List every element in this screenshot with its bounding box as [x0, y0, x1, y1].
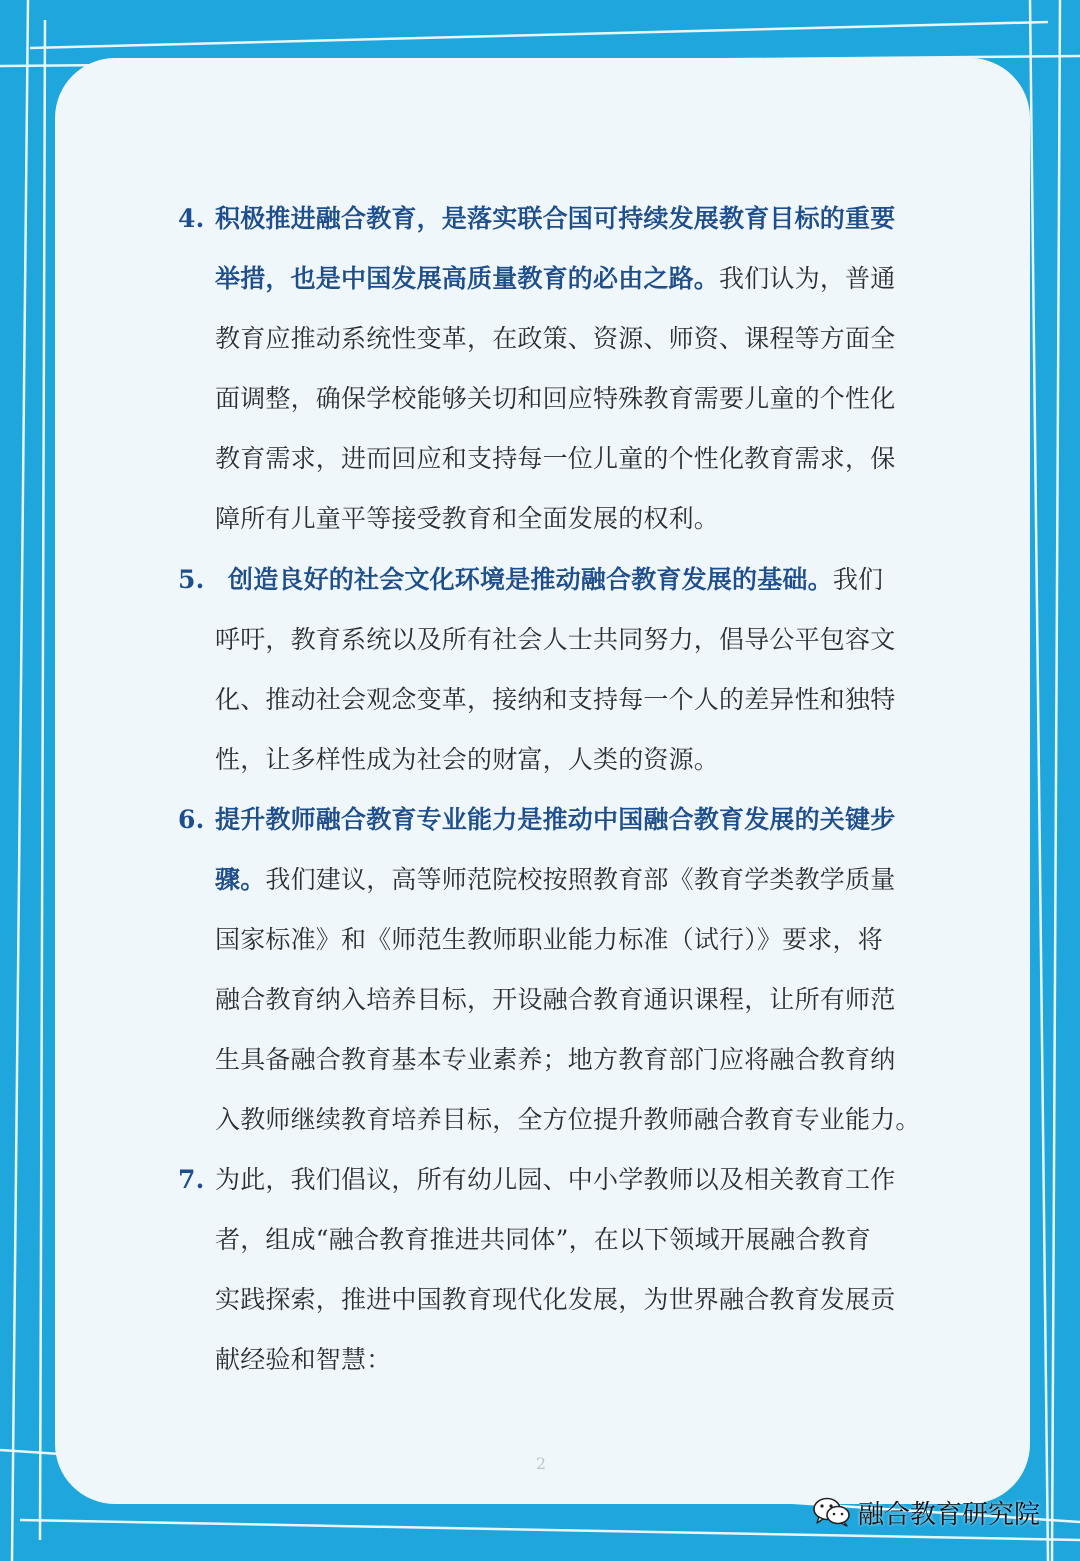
body-text: 融合教育纳入培养目标，开设融合教育通识课程，让所有师范: [215, 985, 896, 1014]
paragraph-line: [178, 1270, 908, 1330]
body-text: 我们: [832, 565, 884, 594]
paragraph-line: [178, 1330, 908, 1390]
paragraph-line: [178, 309, 908, 369]
highlighted-text: 积极推进融合教育，是落实联合国可持续发展教育目标的重要: [215, 204, 896, 233]
proposal-item-5: [178, 550, 908, 790]
body-text: 障所有儿童平等接受教育和全面发展的权利。: [215, 504, 720, 533]
paragraph-line: [178, 489, 908, 549]
paragraph-line: [178, 189, 908, 249]
paragraph-line: [178, 249, 908, 309]
highlighted-text: 举措，也是中国发展高质量教育的必由之路。: [215, 264, 720, 293]
paragraph-line: [178, 790, 908, 850]
highlighted-text: 创造良好的社会文化环境是推动融合教育发展的基础。: [228, 565, 833, 594]
page-number: 2: [535, 1454, 547, 1473]
item-number: 4.: [178, 204, 205, 233]
paragraph-line: [178, 970, 908, 1030]
wechat-icon: [812, 1496, 852, 1528]
body-text: 性，让多样性成为社会的财富，人类的资源。: [215, 745, 720, 774]
body-text: 生具备融合教育基本专业素养；地方教育部门应将融合教育纳: [215, 1045, 896, 1074]
proposal-item-7: [178, 1150, 908, 1390]
body-text: 国家标准》和《师范生教师职业能力标准（试行）》要求，将: [215, 925, 883, 954]
watermark-text: 融合教育研究院: [858, 1499, 1041, 1530]
paragraph-line: [178, 1210, 908, 1270]
body-text: 我们认为，普通: [719, 264, 896, 293]
body-text: 献经验和智慧：: [215, 1345, 392, 1374]
watermark: [812, 1492, 1040, 1532]
paragraph-line: [178, 670, 908, 730]
paragraph-line: [178, 1150, 908, 1210]
item-number: 5.: [178, 565, 205, 594]
body-text: 者，组成“融合教育推进共同体”，在以下领域开展融合教育: [215, 1225, 871, 1254]
highlighted-text: 提升教师融合教育专业能力是推动中国融合教育发展的关键步: [215, 805, 896, 834]
body-text: 呼吁，教育系统以及所有社会人士共同努力，倡导公平包容文: [215, 625, 896, 654]
item-number: 6.: [178, 805, 205, 834]
paragraph-line: [178, 610, 908, 670]
paragraph-line: [178, 730, 908, 790]
paragraph-line: [178, 429, 908, 489]
body-text: 我们建议，高等师范院校按照教育部《教育学类教学质量: [265, 865, 896, 894]
body-text: 教育应推动系统性变革，在政策、资源、师资、课程等方面全: [215, 324, 896, 353]
paragraph-line: [178, 1030, 908, 1090]
paragraph-line: [178, 850, 908, 910]
body-text: 实践探索，推进中国教育现代化发展，为世界融合教育发展贡: [215, 1285, 896, 1314]
proposal-item-6: [178, 790, 921, 1150]
highlighted-text: 骤。: [215, 865, 266, 894]
body-text: 为此，我们倡议，所有幼儿园、中小学教师以及相关教育工作: [215, 1165, 896, 1194]
paragraph-line: [178, 910, 908, 970]
body-text: 入教师继续教育培养目标，全方位提升教师融合教育专业能力。: [215, 1105, 921, 1134]
body-text: 教育需求，进而回应和支持每一位儿童的个性化教育需求，保: [215, 444, 896, 473]
paragraph-line: [178, 550, 908, 610]
body-text: 面调整，确保学校能够关切和回应特殊教育需要儿童的个性化: [215, 384, 896, 413]
paragraph-line: [178, 369, 908, 429]
item-number: 7.: [178, 1165, 205, 1194]
proposal-item-4: [178, 189, 908, 549]
body-text: 化、推动社会观念变革，接纳和支持每一个人的差异性和独特: [215, 685, 896, 714]
paragraph-line: [178, 1090, 921, 1150]
